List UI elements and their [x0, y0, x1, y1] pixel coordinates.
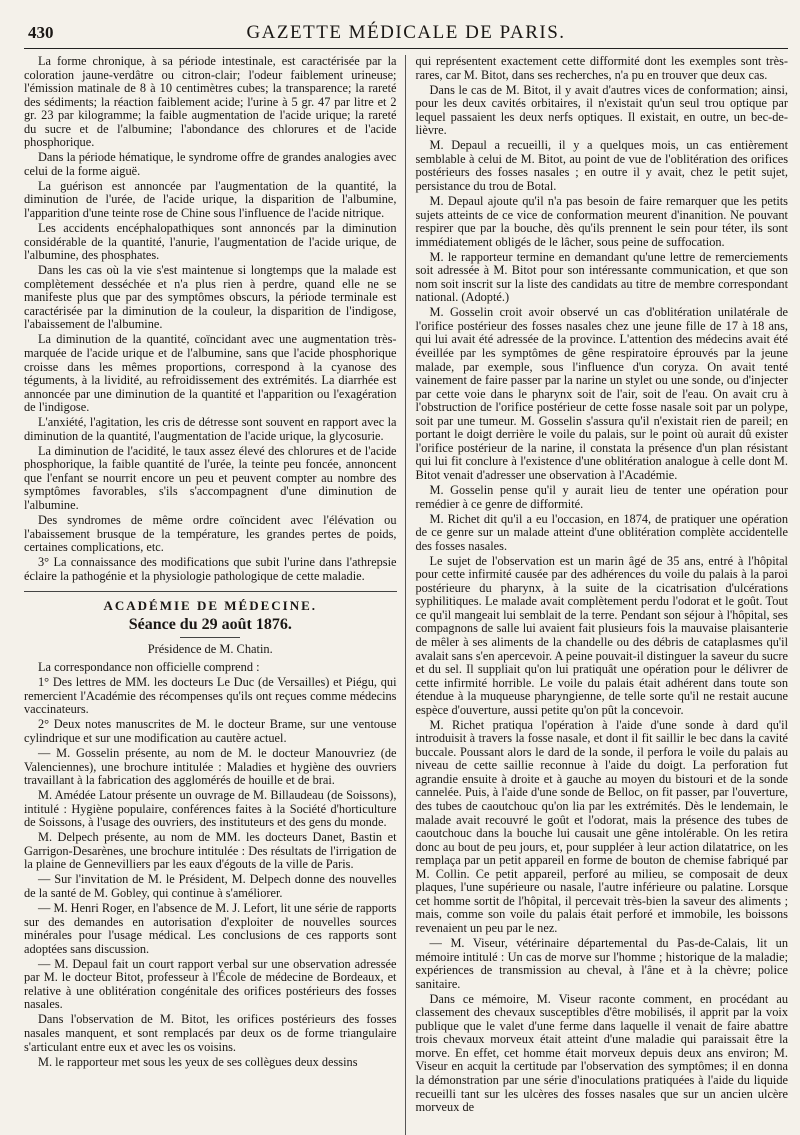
- paragraph: La guérison est annoncée par l'augmentation de la quantité, la diminution de l'urée, de l'acide urique, la disparition de l'albumine, l'apparition d'une teinte rose de Chine sous l'influence de l'acide nitrique.: [24, 178, 397, 221]
- paragraph: — M. Henri Roger, en l'absence de M. J. Lefort, lit une série de rapports sur des demandes en autorisation d'exploiter de nouvelles sources minérales pour l'usage médical. Les conclusions de ces rapports sont adoptées sans discussion.: [24, 901, 397, 956]
- paragraph: La correspondance non officielle comprend :: [38, 660, 260, 675]
- paragraph: M. le rapporteur met sous les yeux de ses collègues deux dessins: [38, 1054, 358, 1069]
- session-title: Séance du 29 août 1876.: [128, 616, 292, 634]
- paragraph: Des syndromes de même ordre coïncident avec l'élévation ou l'abaissement brusque de la température, les grandes pertes de poids, certaines complications, etc.: [24, 513, 397, 555]
- paragraph: M. Depaul ajoute qu'il n'a pas besoin de faire remarquer que les petits sujets atteints de ce vice de conformation meurent d'inanition. Ne pouvant respirer que par la bouche, dès qu'ils prennent le sein pour téter, ils sont immédiatement obligés de le lâcher, sous peine de suffocation.: [415, 193, 788, 249]
- paragraph: Dans l'observation de M. Bitot, les orifices postérieurs des fosses nasales manquent, et sont remplacés par deux os de forme triangulaire s'articulant entre eux et avec les os voisins.: [24, 1012, 397, 1054]
- paragraph: M. Richet pratiqua l'opération à l'aide d'une sonde à dard qu'il introduisit à travers la fosse nasale, et dont il fit saillir le bec dans la cavité buccale. Poussant alors le dard de la sonde, il perfora le voile du palais au niveau de cette saillie reconnue à l'aide du doigt. La perforation fut agrandie ensuite à droite et à gauche au moyen du bistouri et de la sonde cannelée. Puis, à l'aide d'une sonde de Belloc, on fit passer, par l'ouverture, des tubes de caoutchouc qu'on lia par les extrémités. Dès le lendemain, le malade avait recouvré le goût et l'odorat, mais la présence des tubes de caoutchouc dans la bouche lui causait une gêne intolérable. On les retira donc au bout de peu jours, et, pour suppléer à leur action dilatatrice, on les remplaça par un petit appareil en forme de bouton de chemise fabriqué par M. Collin. Ce petit appareil, perforé au milieu, se composait de deux plaques, l'une supérieure ou nasale, l'autre inférieure ou palatine. Lorsque cet homme sortit de l'hôpital, il percevait très-bien la saveur des aliments ; mais, comme son voile du palais était perforé et immobile, les boissons revenaient un peu par le nez.: [415, 717, 788, 935]
- paragraph: 2° Deux notes manuscrites de M. le docteur Brame, sur une ventouse cylindrique et sur une modification au cautère actuel.: [24, 717, 397, 746]
- journal-title: GAZETTE MÉDICALE DE PARIS.: [246, 22, 566, 43]
- paragraph: qui représentent exactement cette difformité dont les exemples sont très-rares, car M. Bitot, dans ses recherches, n'a pu en trouver que deux cas.: [415, 55, 788, 82]
- divider: [180, 637, 240, 638]
- page-header: [24, 18, 788, 49]
- columns: [24, 55, 788, 1135]
- paragraph: L'anxiété, l'agitation, les cris de détresse sont souvent en rapport avec la diminution de la quantité, l'augmentation de l'acide urique, la glycosurie.: [24, 415, 397, 443]
- paragraph: Dans la période hématique, le syndrome offre de grandes analogies avec celui de la forme aiguë.: [24, 150, 397, 178]
- paragraph: Le sujet de l'observation est un marin âgé de 35 ans, entré à l'hôpital pour cette infirmité causée par des adhérences du voile du palais à la paroi postérieure du pharynx, à la suite de la cicatrisation d'ulcérations syphilitiques. Le malade avait complètement perdu l'odorat et le goût. Tout ce qu'il mangeait lui semblait de la terre. Pendant son séjour à l'hôpital, ses compagnons de salle lui avaient fait plusieurs fois la mauvaise plaisanterie de mêler à ses aliments de la chandelle ou des débris de cataplasmes qu'il avalait sans s'en apercevoir. A peine pouvait-il distinguer la saveur du sucre et du sel. Il suppliait qu'on lui pratiquât une opération pour le délivrer de cette infirmité horrible. Le voile du palais était adhérent dans toute son étendue à la muqueuse pharyngienne, de telle sorte qu'il ne restait aucune espèce d'ouverture, aussi petite qu'on pût la concevoir.: [415, 553, 788, 717]
- paragraph: — M. Gosselin présente, au nom de M. le docteur Manouvriez (de Valenciennes), une brochure intitulée : Maladies et hygiène des ouvriers travaillant à la fabrication des agglomérés de houille et de brai.: [24, 746, 397, 788]
- paragraph: — Sur l'invitation de M. le Président, M. Delpech donne des nouvelles de la santé de M. Gobley, qui continue à s'améliorer.: [24, 872, 397, 901]
- paragraph: La diminution de la quantité, coïncidant avec une augmentation très-marquée de l'acide urique et de l'albumine, sans que l'acide phosphorique croisse dans les mêmes proportions, correspond à la cyanose des téguments, à la lividité, au refroidissement des extrémités. La diarrhée est annoncée par une diminution de la quantité et l'apparition ou l'exagération de l'indigose.: [24, 332, 397, 415]
- paragraph: 3° La connaissance des modifications que subit l'urine dans l'athrepsie éclaire la pathogénie et la physiologie pathologique de cette maladie.: [24, 555, 397, 583]
- presidency-line: Présidence de M. Chatin.: [147, 642, 273, 657]
- left-column: [24, 55, 406, 1135]
- paragraph: M. Delpech présente, au nom de MM. les docteurs Danet, Bastin et Garrigon-Desarènes, une brochure intitulée : Des résultats de l'irrigation de la plaine de Gennevilliers par les eaux d'égouts de la ville de Paris.: [24, 830, 397, 872]
- paragraph: M. Gosselin pense qu'il y aurait lieu de tenter une opération pour remédier à ce genre de difformité.: [415, 482, 788, 511]
- paragraph: 1° Des lettres de MM. les docteurs Le Duc (de Versailles) et Piégu, qui remercient l'Académie des récompenses qu'ils ont reçues comme médecins vaccinateurs.: [24, 675, 397, 717]
- paragraph: M. Depaul a recueilli, il y a quelques mois, un cas entièrement semblable à celui de M. Bitot, au point de vue de l'oblitération des orifices postérieurs des fosses nasales ; en outre il y avait, chez le petit sujet, persistance du trou de Botal.: [415, 138, 788, 193]
- paragraph: La forme chronique, à sa période intestinale, est caractérisée par la coloration jaune-verdâtre ou citron-clair; l'odeur faiblement urineuse; l'émission matinale de 8 à 10 centimètres cubes; la transparence; la rareté des sédiments; la réaction faiblement acide; l'urine à 5 gr. 47 par litre et 2 gr. 23 par kilogramme; la faible augmentation de l'acide urique; la rareté du sucre et de l'albumine; l'abondance des chlorures et de l'acide phosphorique.: [24, 55, 397, 150]
- paragraph: — M. Depaul fait un court rapport verbal sur une observation adressée par M. le docteur Bitot, professeur à l'École de médecine de Bordeaux, et relative à une oblitération congénitale des orifices postérieurs des fosses nasales.: [24, 956, 397, 1012]
- right-column: [416, 55, 789, 1135]
- paragraph: Les accidents encéphalopathiques sont annoncés par la diminution considérable de la quantité, l'anurie, l'augmentation de l'acide urique, de l'albumine, des phosphates.: [24, 221, 397, 263]
- paragraph: M. Richet dit qu'il a eu l'occasion, en 1874, de pratiquer une opération de ce genre sur un malade atteint d'une oblitération complète accidentelle des fosses nasales.: [415, 511, 788, 553]
- paragraph: M. le rapporteur termine en demandant qu'une lettre de remerciements soit adressée à M. Bitot pour son intéressante communication, et que son nom soit inscrit sur la liste des candidats au titre de membre correspondant national. (Adopté.): [415, 249, 788, 305]
- section-heading: ACADÉMIE DE MÉDECINE.: [24, 591, 397, 614]
- paragraph: Dans ce mémoire, M. Viseur raconte comment, en procédant au classement des chevaux susceptibles d'être mobilisés, il apprit par la voix publique que le valet d'une ferme dans laquelle il venait de faire abattre trois chevaux morveux était atteint d'une maladie qui paraissait être la morve. En effet, cet homme était morveux depuis deux ans environ; M. Viseur en acquit la certitude par l'observation des symptômes; il en donna la démonstration par une série d'inoculations pratiquées à l'aide du liquide recueilli tant sur les ulcères des fosses nasales que sur un ancien ulcère morveux de: [415, 991, 788, 1115]
- paragraph: Dans les cas où la vie s'est maintenue si longtemps que la malade est complètement desséchée et n'a plus rien à perdre, quand elle ne se manifeste plus que par des symptômes obscurs, la période terminale est caractérisée par la diminution de la couleur, la disparition de l'indigose, l'abaissement de l'albumine.: [24, 263, 397, 332]
- paragraph: Dans le cas de M. Bitot, il y avait d'autres vices de conformation; ainsi, pour les deux cavités orbitaires, il n'existait qu'un seul trou optique par lequel passaient les deux nerfs optiques. Il existait, en outre, un bec-de-lièvre.: [415, 82, 788, 138]
- paragraph: — M. Viseur, vétérinaire départemental du Pas-de-Calais, lit un mémoire intitulé : Un cas de morve sur l'homme ; historique de la maladie; expériences de transmission au cheval, à l'âne et à la chèvre; police sanitaire.: [415, 936, 788, 991]
- paragraph: M. Amédée Latour présente un ouvrage de M. Billaudeau (de Soissons), intitulé : Hygiène populaire, conférences faites à la Société d'horticulture de Soissons, à l'usage des ouvriers, des instituteurs et des gens du monde.: [24, 788, 397, 830]
- page-number: 430: [28, 23, 54, 42]
- paragraph: M. Gosselin croit avoir observé un cas d'oblitération unilatérale de l'orifice postérieur des fosses nasales chez une jeune fille de 17 à 18 ans, qui lui avait été adressée de la province. L'attention des médecins avait été éveillée par les symptômes de gêne respiratoire éprouvés par la jeune malade, par exemple, sous l'influence d'un coryza. On avait tenté vainement de faire passer par la narine un stylet ou une sonde, ou d'injecter par cette voie dans le pharynx soit de l'air, soit de l'eau. On avait cru à l'obstruction de l'orifice postérieur de cette fosse nasale soit par un polype, soit par une tumeur. M. Gosselin s'assura qu'il n'existait rien de pareil; en portant le doigt derrière le voile du palais, sur le point où aurait dû exister l'orifice postérieur de la narine, il constata la présence d'un plan résistant qui lui fit conclure à l'existence d'une oblitération analogue à celle dont M. Bitot venait d'adresser une observation à l'Académie.: [415, 305, 788, 482]
- paragraph: La diminution de l'acidité, le taux assez élevé des chlorures et de l'acide phosphorique, la faible quantité de l'urée, la teinte peu foncée, annoncent que l'enfant se nourrit encore un peu et peuvent compter au nombre des symptômes favorables, s'ils s'accompagnent d'une diminution de l'albumine.: [24, 443, 397, 512]
